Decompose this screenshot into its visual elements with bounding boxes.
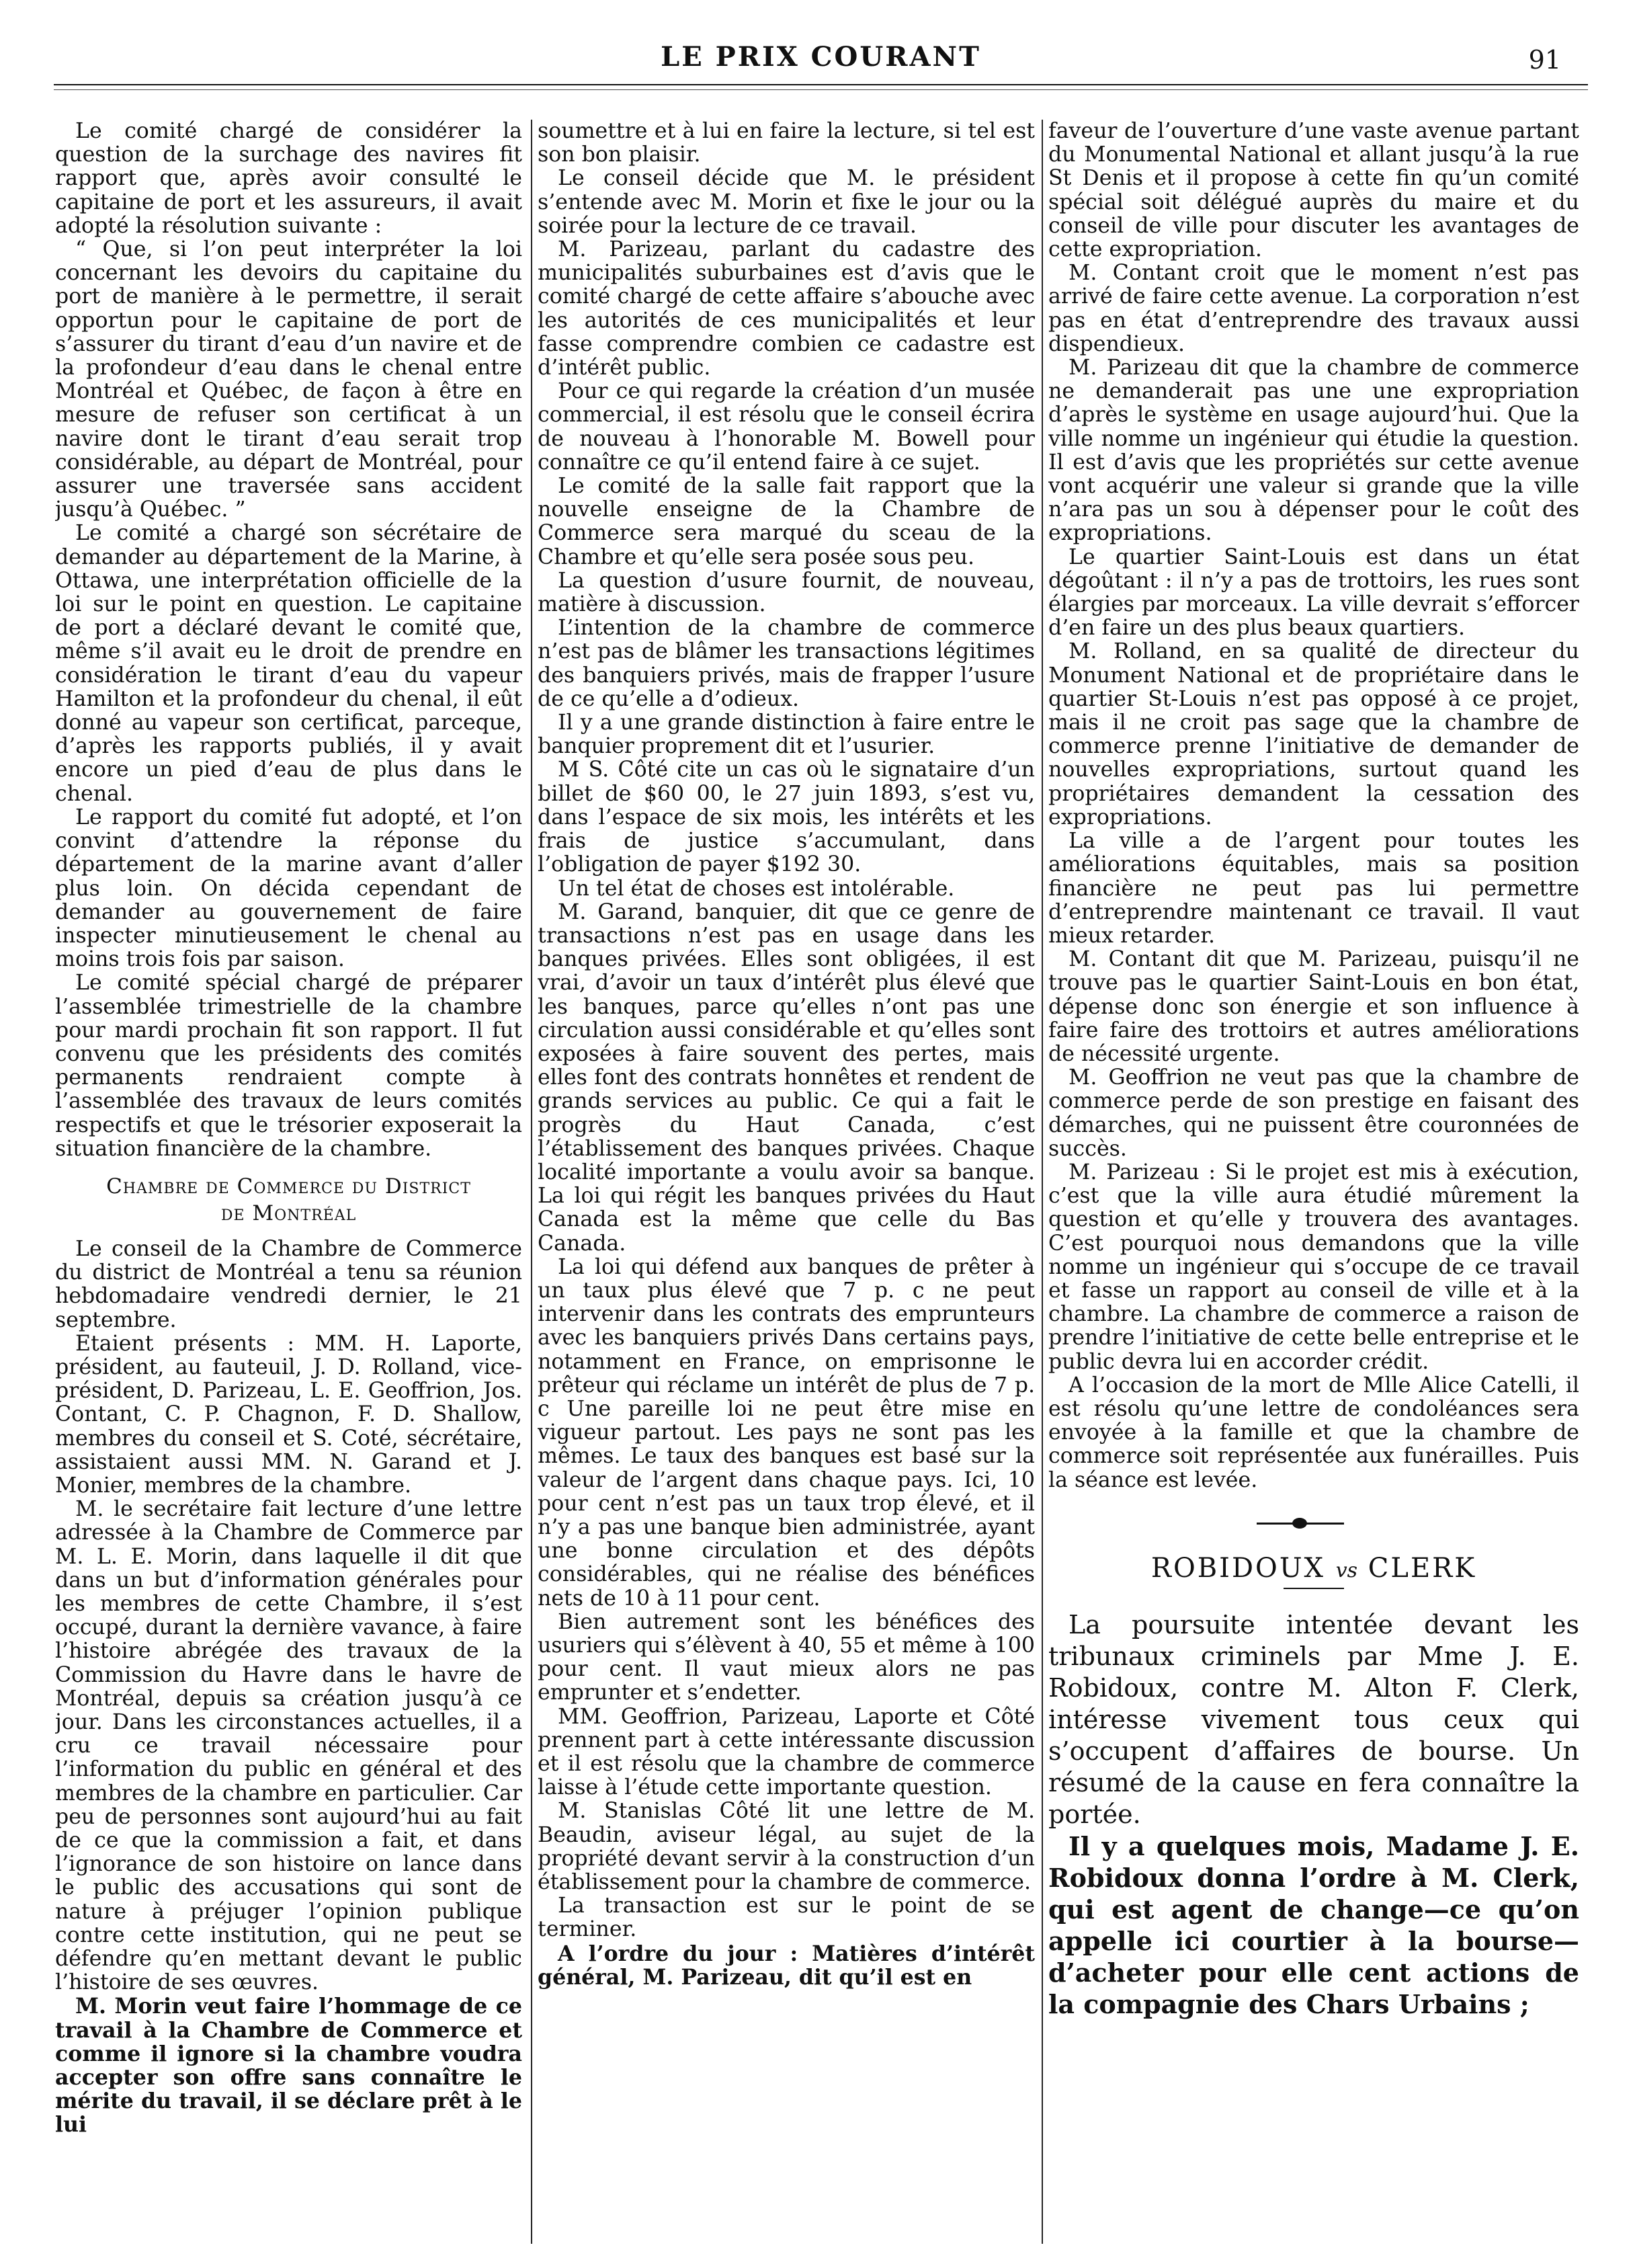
paragraph: Le conseil de la Chambre de Commerce du district de Montréal a tenu sa réunion hebdomadaire vendredi dernier, le 21 septembre. xyxy=(55,1236,522,1332)
paragraph: M. le secrétaire fait lecture d’une lettre adressée à la Chambre de Commerce par M. L. E. Morin, dans laquelle il dit que dans un but d’information générales pour les membres de cette Chambre, il s’est occupé, durant la dernière vavance, à faire l’histoire abrégée des travaux de la Commission du Havre dans le havre de Montréal, depuis sa création jusqu’à ce jour. Dans les circonstances actuelles, il a cru ce travail nécessaire pour l’information du public en général et des membres de la chambre en particulier. Car peu de personnes sont aujourd’hui au fait de ce que la commission a fait, et dans l’ignorance de son histoire on lance dans le public des accusations qui sont de nature à préjuger l’opinion publique contre cette institution, qui ne peut se défendre qu’en mettant devant le public l’histoire de ses œuvres. xyxy=(55,1497,522,1995)
title-rule xyxy=(1284,1588,1344,1589)
paragraph: M. Contant dit que M. Parizeau, puisqu’il ne trouve pas le quartier Saint-Louis en bon état, dépense donc son énergie et son influence à faire faire des trottoirs et autres améliorations de nécessité urgente. xyxy=(1048,947,1579,1066)
section-heading xyxy=(55,1173,522,1227)
paragraph: M. Morin veut faire l’hommage de ce travail à la Chambre de Commerce et comme il ignore si la chambre voudra accepter son offre sans connaître le mérite du travail, il se déclare prêt à le lui xyxy=(55,1994,522,2138)
column-right xyxy=(1048,120,1579,2257)
paragraph: M. Contant croit que le moment n’est pas arrivé de faire cette avenue. La corporation n’est pas en état d’entreprendre des travaux aussi dispendieux. xyxy=(1048,261,1579,356)
paragraph-continued: soumettre et à lui en faire la lecture, si tel est son bon plaisir. xyxy=(538,120,1035,167)
paragraph: M. Parizeau, parlant du cadastre des municipalités suburbaines est d’avis que le comité chargé de cette affaire s’abouche avec les autorités de ces municipalités et leur fasse comprendre combien ce cadastre est d’intérêt public. xyxy=(538,237,1035,380)
paragraph: Le comité de la salle fait rapport que la nouvelle enseigne de la Chambre de Commerce sera marqué du sceau de la Chambre et qu’elle sera posée sous peu. xyxy=(538,474,1035,569)
paragraph-continued: faveur de l’ouverture d’une vaste avenue partant du Monumental National et allant jusqu’à la rue St Denis et il propose à cette fin qu’un comité spécial soit délégué auprès du maire et du conseil de ville pour discuter les avantages de cette expropriation. xyxy=(1048,120,1579,262)
paragraph: La transaction est sur le point de se terminer. xyxy=(538,1894,1035,1942)
paragraph: Bien autrement sont les bénéfices des usuriers qui s’élèvent à 40, 55 et même à 100 pour cent. Il vaut mieux alors ne pas emprunter et s’endetter. xyxy=(538,1609,1035,1705)
paragraph: Il y a une grande distinction à faire entre le banquier proprement dit et l’usurier. xyxy=(538,711,1035,759)
paragraph: Le conseil décide que M. le président s’entende avec M. Morin et fixe le jour ou la soirée pour la lecture de ce travail. xyxy=(538,166,1035,238)
paragraph: Pour ce qui regarde la création d’un musée commercial, il est résolu que le conseil écrira de nouveau à l’honorable M. Bowell pour connaître ce qu’il entend faire à ce sujet. xyxy=(538,379,1035,475)
paragraph: M. Garand, banquier, dit que ce genre de transactions n’est pas en usage dans les banques privées. Elles sont obligées, il est vrai, d’avoir un taux d’intérêt plus élevé que les banques, parce qu’elles n’ont pas une circulation aussi considérable et qu’elles sont exposées à faire souvent des pertes, mais elles font des contrats honnêtes et rendent de grands services au public. Ce qui a fait le progrès du Haut Canada, c’est l’établissement des banques privées. Chaque localité importante a voulu avoir sa banque. La loi qui régit les banques privées du Haut Canada est la même que celle du Bas Canada. xyxy=(538,899,1035,1256)
page-header xyxy=(54,37,1588,118)
paragraph: Un tel état de choses est intolérable. xyxy=(558,876,955,901)
paragraph: L’intention de la chambre de commerce n’est pas de blâmer les transactions légitimes des banquiers privés, mais de frapper l’usure de ce qu’elle a d’odieux. xyxy=(538,616,1035,711)
section-ornament xyxy=(1048,1510,1579,1537)
paragraph: La loi qui défend aux banques de prêter à un taux plus élevé que 7 p. c ne peut intervenir dans les contrats des emprunteurs avec les banquiers privés Dans certains pays, notamment en France, on emprisonne le prêteur qui réclame un intérêt de plus de 7 p. c Une pareille loi ne peut être mise en vigueur partout. Les pays ne sont pas les mêmes. Le taux des banques est basé sur la valeur de l’argent dans chaque pays. Ici, 10 pour cent n’est pas un taux trop élevé, et il n’y a pas une banque bien administrée, ayant une bonne circulation et des dépôts considérables, qui ne réalise des bénéfices nets de 10 à 11 pour cent. xyxy=(538,1254,1035,1611)
paragraph: M. Rolland, en sa qualité de directeur du Monument National et de propriétaire dans le quartier St-Louis n’est pas opposé à ce projet, mais il ne croit pas sage que la chambre de commerce prenne l’initiative de demander de nouvelles expropriations, surtout quand les propriétaires demandent la cessation des expropriations. xyxy=(1048,639,1579,829)
column-middle xyxy=(538,120,1035,2257)
article-title-plaintiff: ROBIDOUX xyxy=(1150,1552,1325,1584)
paragraph: Le comité spécial chargé de préparer l’assemblée trimestrielle de la chambre pour mardi prochain fit son rapport. Il fut convenu que les présidents des comités permanents rendraient compte à l’assemblée des travaux de leurs comités respectifs et que le trésorier exposerait la situation financière de la chambre. xyxy=(55,971,522,1161)
section-heading-line: de Montréal xyxy=(220,1201,357,1225)
header-rule xyxy=(54,84,1588,85)
paragraph: A l’occasion de la mort de Mlle Alice Catelli, il est résolu qu’une lettre de condoléances sera envoyée à la famille et que la chambre de commerce soit représentée aux funérailles. Puis la séance est levée. xyxy=(1048,1373,1579,1492)
page-number: 91 xyxy=(1528,45,1561,75)
running-title: LE PRIX COURANT xyxy=(661,41,981,73)
paragraph: M S. Côté cite un cas où le signataire d’un billet de $60 00, le 27 juin 1893, s’est vu, dans l’espace de six mois, les intérêts et les frais de justice s’accumulant, dans l’obligation de payer $192 30. xyxy=(538,758,1035,877)
paragraph: Il y a quelques mois, Madame J. E. Robidoux donna l’ordre à M. Clerk, qui est agent de change—ce qu’on appelle ici courtier à la bourse—d’acheter pour elle cent actions de la compagnie des Chars Urbains ; xyxy=(1048,1830,1579,2019)
paragraph: MM. Geoffrion, Parizeau, Laporte et Côté prennent part à cette intéressante discussion et il est résolu que la chambre de commerce laisse à l’étude cette importante question. xyxy=(538,1704,1035,1800)
article-body xyxy=(1048,1609,1579,2020)
paragraph: La ville a de l’argent pour toutes les améliorations équitables, mais sa position financière ne peut pas lui permettre d’entreprendre maintenant ce travail. Il vaut mieux retarder. xyxy=(1048,829,1579,948)
article-title xyxy=(1048,1552,1579,1584)
paragraph: Etaient présents : MM. H. Laporte, président, au fauteuil, J. D. Rolland, vice-président, D. Parizeau, L. E. Geoffrion, Jos. Contant, C. P. Chagnon, F. D. Shallow, membres du conseil et S. Coté, sécrétaire, assistaient aussi MM. N. Garand et J. Monier, membres de la chambre. xyxy=(55,1331,522,1498)
paragraph: Le comité a chargé son sécrétaire de demander au département de la Marine, à Ottawa, une interprétation officielle de la loi sur le point en question. Le capitaine de port a déclaré devant le comité que, même s’il avait eu le droit de prendre en considération le tirant d’eau du vapeur Hamilton et la profondeur du chenal, il eût donné au vapeur son certificat, parceque, d’après les rapports publiés, il y avait encore un pied d’eau de plus dans le chenal. xyxy=(55,521,522,806)
article-title-defendant: CLERK xyxy=(1368,1552,1477,1584)
ornament-dot xyxy=(1292,1518,1307,1529)
column-divider xyxy=(1042,120,1043,2244)
column-left xyxy=(55,120,522,2257)
paragraph: Le quartier Saint-Louis est dans un état dégoûtant : il n’y a pas de trottoirs, les rues sont élargies par morceaux. La ville devrait s’efforcer d’en faire un des plus beaux quartiers. xyxy=(1048,544,1579,641)
paragraph-quote: “ Que, si l’on peut interpréter la loi concernant les devoirs du capitaine du port de manière à le permettre, il serait opportun pour le capitaine de port de s’assurer du tirant d’eau d’un navire et de la profondeur d’eau dans le chenal entre Montréal et Québec, de façon à être en mesure de refuser son certificat à un navire dont le tirant d’eau serait trop considérable, au départ de Montréal, pour assurer une traversée sans accident jusqu’à Québec. ” xyxy=(55,237,522,522)
paragraph: A l’ordre du jour : Matières d’intérêt général, M. Parizeau, dit qu’il est en xyxy=(538,1941,1035,1990)
paragraph: M. Geoffrion ne veut pas que la chambre de commerce perde de son prestige en faisant des démarches, qui ne puissent être couronnées de succès. xyxy=(1048,1065,1579,1161)
column-divider xyxy=(531,120,532,2244)
paragraph: Le comité chargé de considérer la question de la surchage des navires fit rapport que, après avoir consulté le capitaine de port et les assureurs, il avait adopté la résolution suivante : xyxy=(55,120,522,238)
header-rule-thin xyxy=(54,89,1588,90)
paragraph: M. Parizeau dit que la chambre de commerce ne demanderait pas une une expropriation d’après le système en usage aujourd’hui. Que la ville nomme un ingénieur qui étudie la question. Il est d’avis que les propriétés sur cette avenue vont acquérir une valeur si grande que la ville n’ara pas un sou à dépenser pour le coût des expropriations. xyxy=(1048,356,1579,546)
paragraph: M. Parizeau : Si le projet est mis à exécution, c’est que la ville aura étudié mûrement la question et qu’elle y trouvera des avantages. C’est pourquoi nous demandons que la ville nomme un ingénieur qui s’occupe de ce travail et fasse un rapport au conseil de ville et à la chambre. La chambre de commerce a raison de prendre l’initiative de cette belle entreprise et le public devra lui en accorder crédit. xyxy=(1048,1160,1579,1374)
section-heading-line: Chambre de Commerce du District xyxy=(106,1174,471,1199)
article-title-vs: vs xyxy=(1335,1558,1358,1582)
paragraph: La question d’usure fournit, de nouveau, matière à discussion. xyxy=(538,568,1035,617)
paragraph: Le rapport du comité fut adopté, et l’on convint d’attendre la réponse du département de la marine avant d’aller plus loin. On décida cependant de demander au gouvernement de faire inspecter minutieusement le chenal au moins trois fois par saison. xyxy=(55,805,522,972)
paragraph: La poursuite intentée devant les tribunaux criminels par Mme J. E. Robidoux, contre M. Alton F. Clerk, intéresse vivement tous ceux qui s’occupent d’affaires de bourse. Un résumé de la cause en fera connaître la portée. xyxy=(1048,1609,1579,1829)
paragraph: M. Stanislas Côté lit une lettre de M. Beaudin, aviseur légal, au sujet de la propriété devant servir à la construction d’un établissement pour la chambre de commerce. xyxy=(538,1799,1035,1895)
